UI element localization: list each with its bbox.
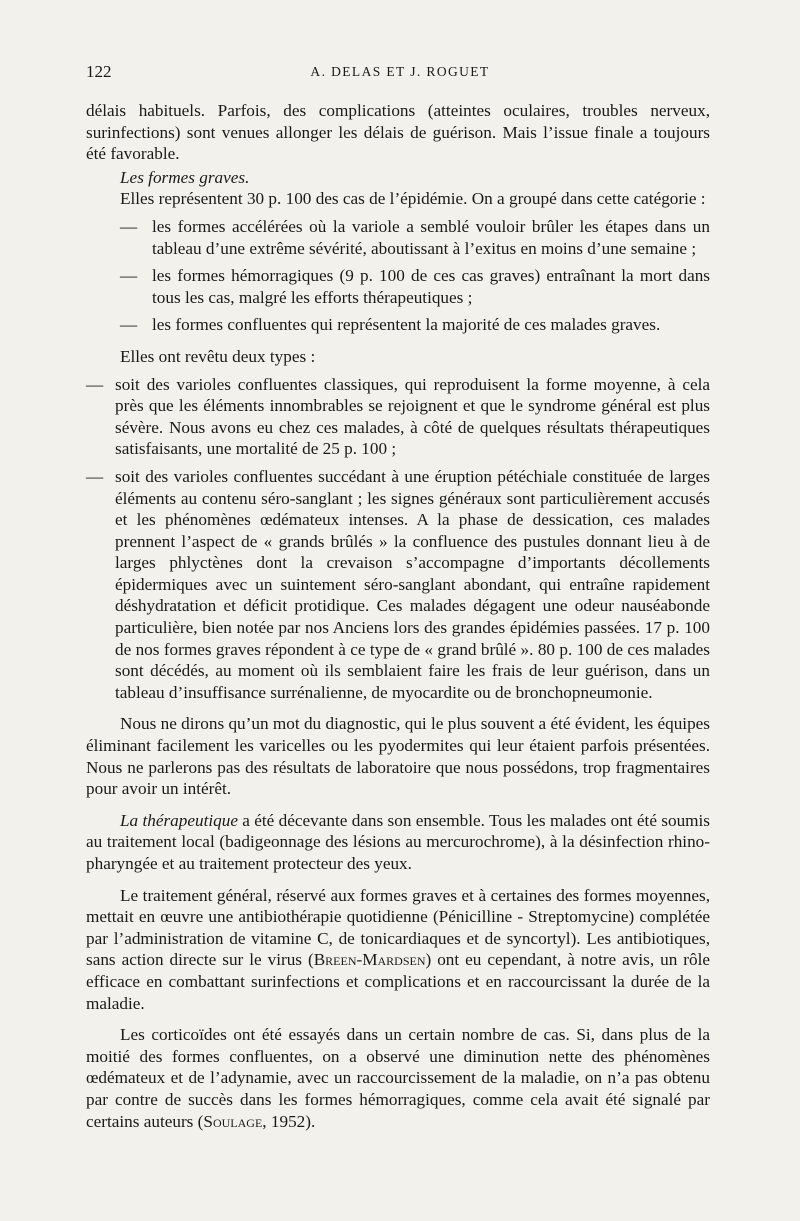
author-citation: Soulage (203, 1111, 263, 1131)
section-subtitle: Les formes graves. (120, 167, 250, 187)
author-citation: Breen-Mardsen (313, 950, 426, 970)
paragraph-text: Le traitement général, réservé aux formes graves et à certaines des formes moyennes, mettait en œuvre une antibiothérapie quotidienne (Pénicilline - Streptomycine) complétée par l’administration de vitamine C, de tonicardiaques et de syncortyl). Les antibiotiques, sans action directe sur le virus ( (86, 885, 710, 970)
paragraph: Elles représentent 30 p. 100 des cas de l’épidémie. On a groupé dans cette catégorie : (120, 189, 706, 209)
running-head: A. DELAS ET J. ROGUET (310, 64, 490, 79)
dash-bullet: — (120, 315, 138, 335)
list-item-text: soit des varioles confluentes succédant à une éruption pétéchiale constituée de larges éléments au contenu séro-sanglant ; les signes généraux sont particulièrement accusés et les phénomènes œdémateux intenses. A la phase de dessication, ces malades prennent l’aspect de « grands brûlés » la confluence des pustules donnant lieu à de larges phlyctènes dont la crevaison s’accompagne d’importants décollements épidermiques avec un suintement séro-sanglant abondant, qui entraîne rapidement déshydratation et déficit protidique. Ces malades dégagent une odeur nauséabonde particulière, bien notée par nos Anciens lors des grandes épidémies passées. 17 p. 100 de nos formes graves répondent à ce type de « grand brûlé ». 80 p. 100 de ces malades sont décédés, au moment où ils semblaient faire les frais de leur guérison, dans un tableau d’insuffisance surrénalienne, de myocardite ou de bronchopneumonie. (115, 466, 710, 702)
paragraph-text: a été décevante dans son ensemble. Tous les malades ont été soumis au traitement local (badigeonnage des lésions au mercurochrome), à la désinfection rhino-pharyngée et au traitement protecteur des yeux. (86, 810, 710, 873)
list-item (86, 314, 710, 336)
list-item-text: soit des varioles confluentes classiques, qui reproduisent la forme moyenne, à cela près que les éléments innombrables se rejoignent et que le syndrome général est plus sévère. Nous avons eu chez ces malades, à côté de quelques résultats thérapeutiques satisfaisants, une mortalité de 25 p. 100 ; (115, 374, 710, 459)
paragraph: Nous ne dirons qu’un mot du diagnostic, qui le plus souvent a été évident, les équipes éliminant facilement les varicelles ou les pyodermites qui leur étaient parfois présentées. Nous ne parlerons pas des résultats de laboratoire que nous possédons, trop fragmentaires pour avoir un intérêt. (86, 714, 710, 799)
page-number: 122 (86, 62, 112, 81)
paragraph-text: Les corticoïdes ont été essayés dans un certain nombre de cas. Si, dans plus de la moitié des formes confluentes, on a observé une diminution nette des phénomènes œdémateux et de l’adynamie, avec un raccourcissement de la maladie, on n’a pas obtenu par contre de succès dans les formes hémorragiques, comme cela avait été signalé par certains auteurs ( (86, 1025, 710, 1131)
dash-bullet: — (120, 266, 138, 286)
dash-bullet: — (86, 374, 104, 394)
paragraph (86, 810, 710, 875)
paragraph-text: , 1952). (262, 1111, 316, 1131)
paragraph: Elles ont revêtu deux types : (120, 346, 316, 366)
list-item-text: les formes hémorragiques (9 p. 100 de ces cas graves) entraînant la mort dans tous les cas, malgré les efforts thérapeutiques ; (152, 266, 710, 307)
paragraph-text: ) ont eu cependant, à notre avis, un rôle efficace en combattant surinfections et complications et en raccourcissant la durée de la maladie. (86, 950, 710, 1013)
page-header (86, 62, 714, 88)
italic-term: La thérapeutique (120, 810, 238, 830)
dash-bullet: — (120, 216, 138, 236)
list-item-text: les formes accélérées où la variole a semblé vouloir brûler les étapes dans un tableau d’une extrême sévérité, aboutissant à l’exitus en moins d’une semaine ; (152, 216, 710, 258)
list-item (86, 216, 710, 259)
paragraph-continuation: délais habituels. Parfois, des complications (atteintes oculaires, troubles nerveux, surinfections) sont venues allonger les délais de guérison. Mais l’issue finale a toujours été favorable. (86, 101, 710, 164)
list-item (86, 265, 710, 308)
dash-bullet: — (86, 466, 104, 486)
paragraph (86, 885, 710, 1015)
body-text (86, 100, 710, 1132)
list-item (86, 466, 710, 704)
paragraph (86, 1024, 710, 1132)
list-item-text: les formes confluentes qui représentent la majorité de ces malades graves. (152, 315, 661, 335)
list-item (86, 374, 710, 460)
